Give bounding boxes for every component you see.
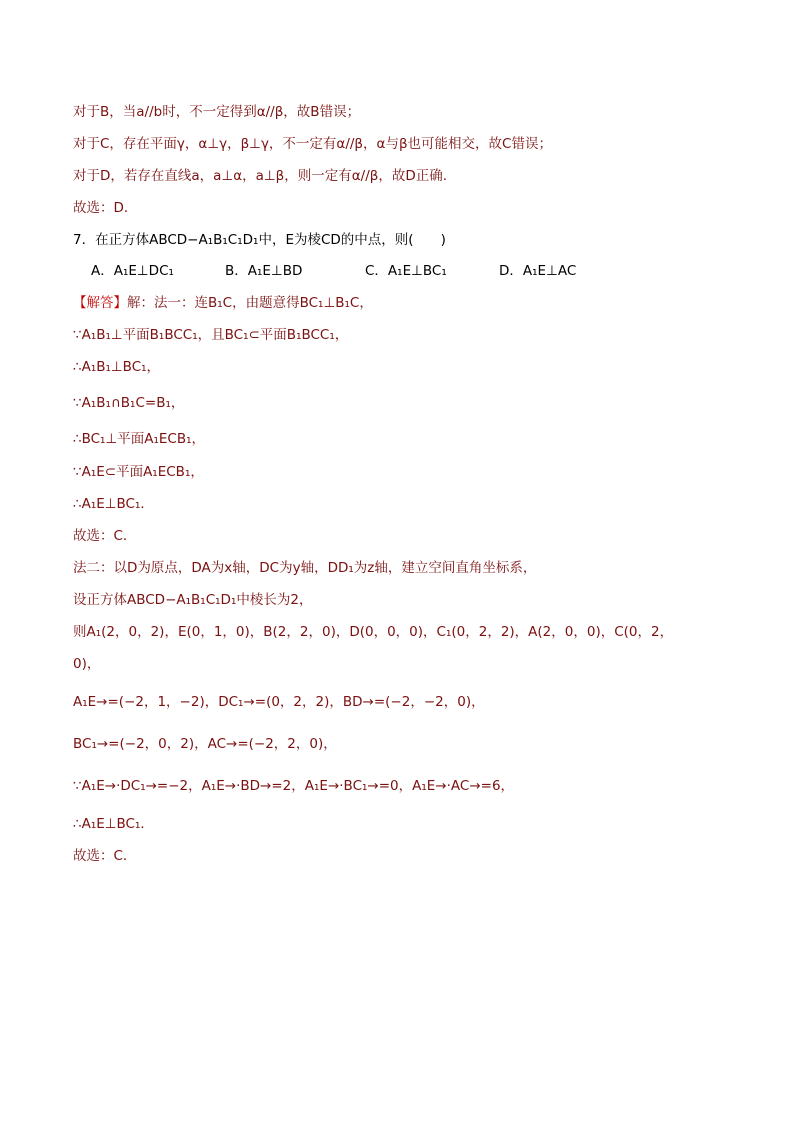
solution-tag: 【解答】	[73, 295, 127, 311]
solution-line: 故选：C．	[73, 528, 137, 544]
solution-line: ∴A₁E⊥BC₁．	[73, 496, 154, 512]
solution-line: ∴A₁E⊥BC₁．	[73, 816, 154, 832]
vector-line: A₁E→=(−2，1，−2)，DC₁→=(0，2，2)，BD→=(−2，−2，0)，	[73, 694, 485, 710]
solution-line: ∵A₁E⊂平面A₁ECB₁，	[73, 464, 204, 480]
solution-line: ∵A₁B₁⊥平面B₁BCC₁，且BC₁⊂平面B₁BCC₁，	[73, 327, 349, 343]
option-d: D．A₁E⊥AC	[499, 263, 577, 279]
solution-line: 则A₁(2，0，2)，E(0，1，0)，B(2，2，0)，D(0，0，0)，C₁(0，2，2)，A(2，0，0)，C(0，2，	[73, 624, 674, 640]
text-line: 对于B，当a//b时，不一定得到α//β，故B错误；	[73, 104, 361, 120]
text-line: 对于D，若存在直线a，a⊥α，a⊥β，则一定有α//β，故D正确.	[73, 168, 448, 184]
text-line: 故选：D．	[73, 200, 138, 216]
solution-first-line: 解：法一：连B₁C，由题意得BC₁⊥B₁C，	[127, 295, 373, 311]
dot-product-line: ∵A₁E→·DC₁→=−2，A₁E→·BD→=2，A₁E→·BC₁→=0，A₁E→·AC→=6，	[73, 778, 515, 794]
option-c: C．A₁E⊥BC₁	[365, 263, 447, 279]
vector-line: BC₁→=(−2，0，2)，AC→=(−2，2，0)，	[73, 736, 337, 752]
solution-line: ∵A₁B₁∩B₁C=B₁，	[73, 395, 185, 411]
solution-line: 设正方体ABCD−A₁B₁C₁D₁中棱长为2，	[73, 592, 313, 608]
solution-start	[73, 293, 774, 313]
solution-line: 0)，	[73, 656, 101, 672]
option-a: A．A₁E⊥DC₁	[91, 263, 174, 279]
solution-line: 法二：以D为原点，DA为x轴，DC为y轴，DD₁为z轴，建立空间直角坐标系，	[73, 560, 537, 576]
solution-line: 故选：C．	[73, 848, 137, 864]
solution-line: ∴BC₁⊥平面A₁ECB₁，	[73, 431, 205, 447]
question-stem: 7．在正方体ABCD−A₁B₁C₁D₁中，E为棱CD的中点，则( )	[73, 232, 446, 248]
solution-line: ∴A₁B₁⊥BC₁，	[73, 359, 161, 375]
text-line: 对于C，存在平面γ，α⊥γ，β⊥γ，不一定有α//β，α与β也可能相交，故C错误；	[73, 136, 552, 152]
option-b: B．A₁E⊥BD	[225, 263, 303, 279]
